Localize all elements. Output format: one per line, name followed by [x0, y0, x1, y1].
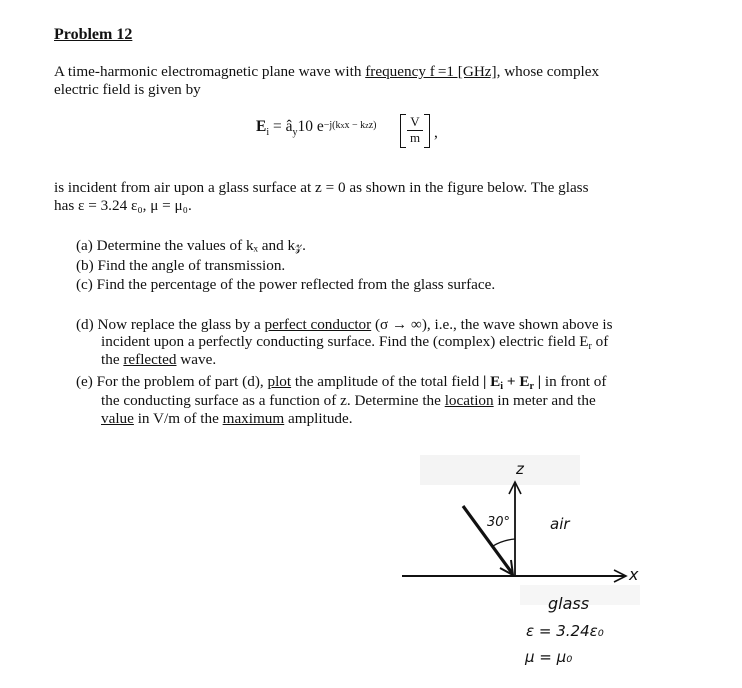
- part-a: (a) Determine the values of kₓ and k𝓏.: [76, 237, 306, 254]
- reflected-term: reflected: [123, 351, 177, 368]
- eq-unit-vector: = â: [269, 118, 293, 135]
- incident-line-1: is incident from air upon a glass surface at z = 0 as shown in the figure below. The glass: [54, 179, 589, 196]
- part-e-line-2: the conducting surface as a function of z. Determine the location in meter and the: [101, 392, 596, 409]
- intro-text-a: A time-harmonic electromagnetic plane wave with: [54, 63, 366, 80]
- intro-text-b: , whose complex: [496, 63, 600, 80]
- perfect-conductor-term: perfect conductor: [264, 316, 372, 333]
- eq-lhs-sub: i: [266, 127, 270, 138]
- unit-denominator: m: [409, 130, 421, 145]
- eq-unit-vector-sub: y: [292, 127, 298, 138]
- eq-lhs: E: [256, 118, 267, 135]
- eq-exponent: −j(kxx − kzz): [323, 120, 377, 131]
- scan-smudge: [420, 455, 580, 485]
- incident-line-2: has ε = 3.24 ε₀, μ = μ₀.: [54, 197, 192, 214]
- frequency-spec: frequency f =1 [GHz]: [365, 63, 497, 80]
- maximum-term: maximum: [222, 410, 285, 427]
- part-e-line-3: value in V/m of the maximum amplitude.: [101, 410, 353, 427]
- eq-amplitude: 10 e: [297, 118, 324, 135]
- eq-comma: ,: [434, 124, 438, 141]
- permeability-label: μ = μ₀: [525, 648, 573, 666]
- permittivity-label: ε = 3.24ε₀: [526, 622, 604, 640]
- air-region-label: air: [550, 515, 570, 533]
- z-axis-label: z: [516, 460, 524, 478]
- location-term: location: [444, 392, 494, 409]
- part-e-line-1: (e) For the problem of part (d), plot the amplitude of the total field | Ei + Er | in front of: [76, 373, 607, 392]
- part-d-line-2: incident upon a perfectly conducting surface. Find the (complex) electric field Er of: [101, 333, 609, 352]
- angle-label: 30°: [487, 515, 511, 530]
- x-axis-label: x: [629, 565, 639, 584]
- total-field-expr: | Ei + Er |: [483, 373, 542, 392]
- glass-region-label: glass: [548, 594, 590, 613]
- angle-arc: [493, 539, 515, 546]
- unit-numerator: V: [410, 114, 420, 129]
- value-term: value: [101, 410, 134, 427]
- intro-line-2: electric field is given by: [54, 81, 201, 98]
- problem-title: Problem 12: [54, 26, 133, 43]
- part-b: (b) Find the angle of transmission.: [76, 257, 286, 274]
- part-c: (c) Find the percentage of the power reflected from the glass surface.: [76, 276, 496, 293]
- part-d-line-1: (d) Now replace the glass by a perfect conductor (σ → ∞), i.e., the wave shown above is: [76, 316, 613, 333]
- part-d-line-3: the reflected wave.: [101, 351, 217, 368]
- plot-term: plot: [267, 373, 292, 390]
